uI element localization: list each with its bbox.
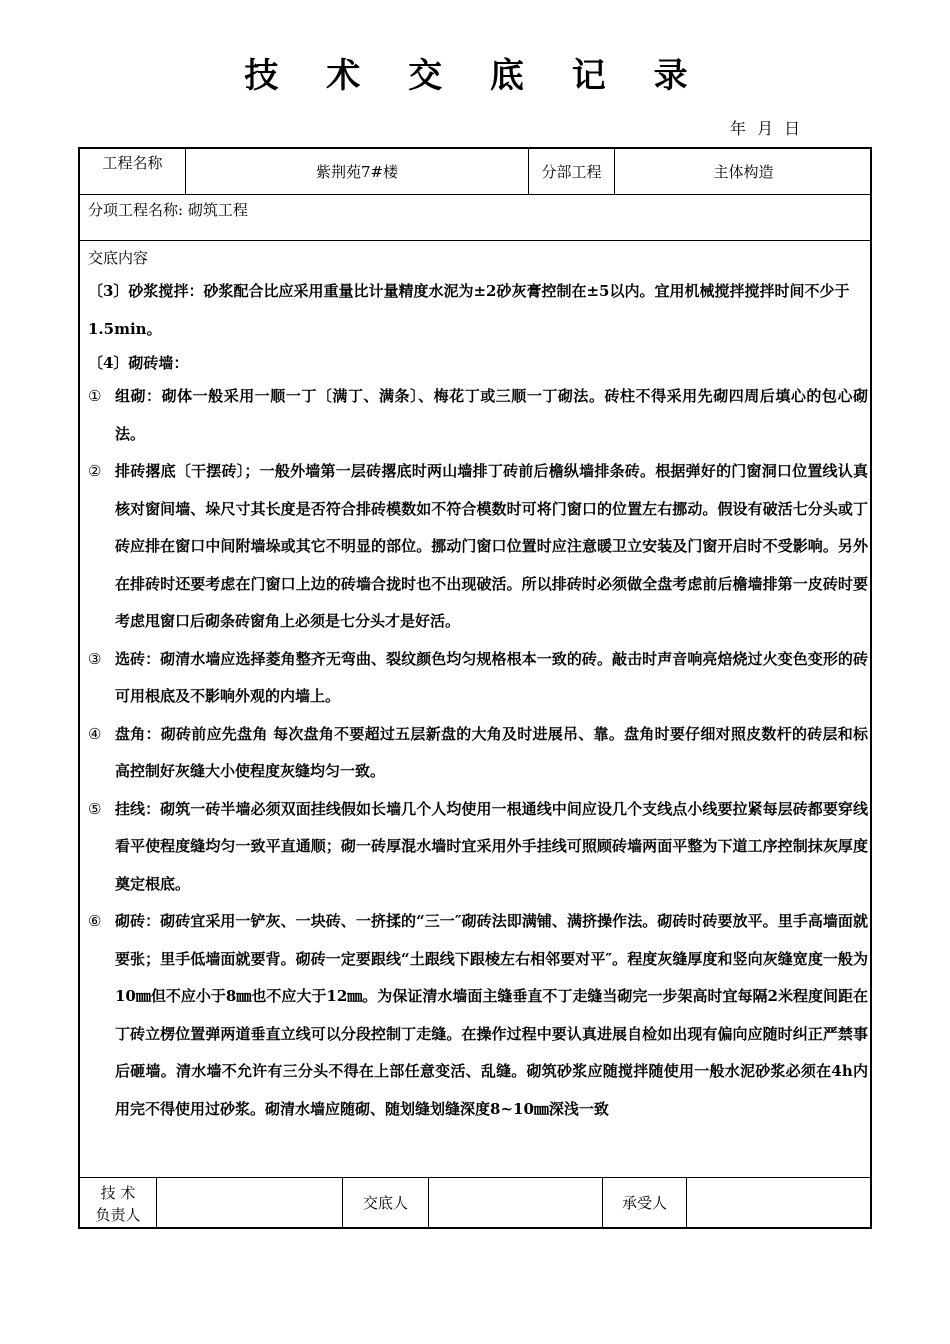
- division-value: 主体构造: [713, 163, 774, 181]
- item-text: 挂线：砌筑一砖半墙必须双面挂线假如长墙几个人均使用一根通线中间应设几个支线点小线要拉紧每层砖都要穿线看平使程度缝均匀一致平直通顺；砌一砖厚混水墙时宜采用外手挂线可照顾砖墙两面平整为下道工序控制抹灰厚度奠定根底。: [115, 799, 868, 893]
- divider: [80, 1177, 870, 1178]
- disclosure-content: [88, 243, 868, 1128]
- receiver-value[interactable]: [687, 1179, 872, 1229]
- item-number: ⑥: [88, 912, 102, 930]
- content-heading: 交底内容: [88, 249, 149, 267]
- document-title: 技 术 交 底 记 录: [244, 56, 706, 96]
- item-number: ②: [88, 462, 102, 480]
- item-number: ①: [88, 387, 102, 405]
- wall-heading: 〔4〕砌砖墙：: [88, 354, 189, 372]
- list-item: [88, 791, 868, 904]
- project-name-value: 紫荆苑7#楼: [315, 163, 399, 181]
- division-label: 分部工程: [541, 163, 602, 181]
- mortar-paragraph: 〔3〕砂浆搅拌：砂浆配合比应采用重量比计量精度水泥为±2砂灰膏控制在±5以内。宜用机械搅拌搅拌时间不少于1.5min。: [88, 282, 850, 338]
- date-field: 年 月 日: [730, 119, 801, 138]
- tech-lead-value[interactable]: [157, 1179, 342, 1229]
- list-item: [88, 378, 868, 453]
- item-text: 盘角：砌砖前应先盘角 每次盘角不要超过五层新盘的大角及时进展吊、靠。盘角时要仔细对照皮数杆的砖层和标高控制好灰缝大小使程度灰缝均匀一致。: [115, 724, 868, 780]
- item-number: ⑤: [88, 799, 102, 818]
- list-item: [88, 453, 868, 641]
- list-item: [88, 903, 868, 1128]
- tech-lead-label: [80, 1179, 156, 1229]
- item-text: 组砌：砌体一般采用一顺一丁〔满丁、满条〕、梅花丁或三顺一丁砌法。砖柱不得采用先砌四周后填心的包心砌法。: [115, 387, 868, 443]
- item-text: 砌砖：砌砖宜采用一铲灰、一块砖、一挤揉的“三一″砌砖法即满铺、满挤操作法。砌砖时砖要放平。里手高墙面就要张；里手低墙面就要背。砌砖一定要跟线“土跟线下跟棱左右相邻要对平″。程度灰缝厚度和竖向灰缝宽度一般为10㎜但不应小于8㎜也不应大于12㎜。为保证清水墙面主缝垂直不丁走缝当砌完一步架高时宜每隔2米程度间距在丁砖立楞位置弹两道垂直立线可以分段控制丁走缝。在操作过程中要认真进展自检如出现有偏向应随时纠正严禁事后砸墙。清水墙不允许有三分头不得在上部任意变活、乱缝。砌筑砂浆应随搅拌随使用一般水泥砂浆必须在4h内用完不得使用过砂浆。砌清水墙应随砌、随划缝划缝深度8~10㎜深浅一致: [115, 912, 868, 1118]
- project-name-label: 工程名称: [102, 153, 163, 172]
- item-number: ④: [88, 724, 102, 743]
- receiver-label: 承受人: [621, 1193, 667, 1212]
- discloser-value[interactable]: [429, 1179, 602, 1229]
- list-item: [88, 716, 868, 791]
- subitem-name: 分项工程名称: 砌筑工程: [88, 201, 248, 219]
- list-item: [88, 641, 868, 716]
- record-table: [78, 147, 872, 1229]
- item-text: 排砖撂底〔干摆砖〕；一般外墙第一层砖撂底时两山墙排丁砖前后檐纵墙排条砖。根据弹好的门窗洞口位置线认真核对窗间墙、垛尺寸其长度是否符合排砖模数如不符合模数时可将门窗口的位置左右挪动。假设有破活七分头或丁砖应排在窗口中间附墙垛或其它不明显的部位。挪动门窗口位置时应注意暖卫立安装及门窗开启时不受影响。另外在排砖时还要考虑在门窗口上边的砖墙合拢时也不出现破活。所以排砖时必须做全盘考虑前后檐墙排第一皮砖时要考虑甩窗口后砌条砖窗角上必须是七分头才是好活。: [115, 462, 868, 630]
- tech-lead-label-line2: 负责人: [95, 1206, 141, 1224]
- item-text: 选砖：砌清水墙应选择菱角整齐无弯曲、裂纹颜色均匀规格根本一致的砖。敲击时声音响亮焙烧过火变色变形的砖可用根底及不影响外观的内墙上。: [115, 649, 868, 705]
- divider: [80, 194, 870, 195]
- tech-lead-label-line1: 技 术: [100, 1184, 136, 1202]
- discloser-label: 交底人: [362, 1193, 408, 1212]
- item-number: ③: [88, 649, 102, 668]
- divider: [80, 240, 870, 241]
